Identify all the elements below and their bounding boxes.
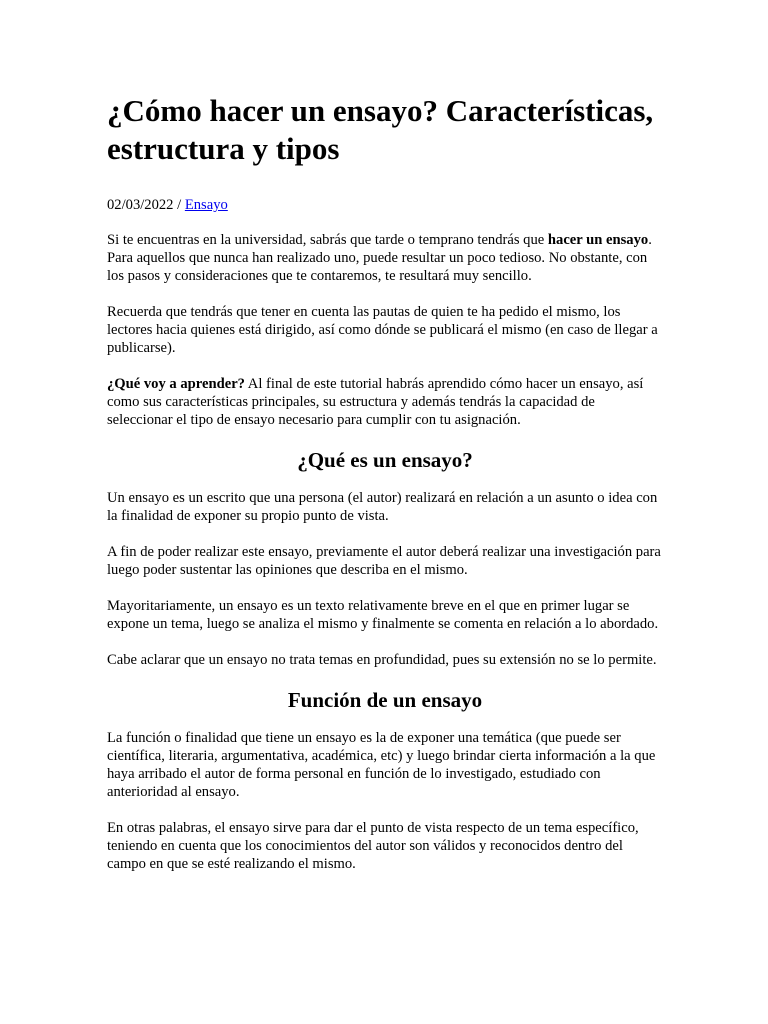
intro-text-continued: . Para aquellos que nunca han realizado uno, puede resultar un poco tedioso. No obstante, con los pasos y consideraciones que te contaremos, te resultará muy sencillo.: [107, 232, 652, 284]
intro-bold-text: hacer un ensayo: [547, 232, 649, 248]
meta-separator: /: [173, 197, 185, 213]
intro-text: Si te encuentras en la universidad, sabrás que tarde o temprano tendrás que: [107, 232, 548, 248]
learning-question: ¿Qué voy a aprender?: [107, 376, 245, 392]
section-heading-funcion: Función de un ensayo: [287, 688, 483, 712]
section-paragraph: Cabe aclarar que un ensayo no trata temas en profundidad, pues su extensión no se lo permite.: [107, 652, 657, 668]
section-paragraph: Mayoritariamente, un ensayo es un texto relativamente breve en el que en primer lugar se expone un tema, luego se analiza el mismo y finalmente se comenta en relación a lo abordado.: [107, 598, 659, 632]
article-title: ¿Cómo hacer un ensayo? Características, estructura y tipos: [107, 93, 654, 166]
article-meta: [107, 196, 663, 214]
intro-paragraph: [107, 231, 663, 285]
article-body: [107, 92, 663, 891]
learning-text: Al final de este tutorial habrás aprendido cómo hacer un ensayo, así como sus características principales, su estructura y además tendrás la capacidad de seleccionar el tipo de ensayo necesario para cumplir con tu asignación.: [107, 376, 644, 428]
section-paragraph: Un ensayo es un escrito que una persona (el autor) realizará en relación a un asunto o idea con la finalidad de exponer su propio punto de vista.: [107, 490, 658, 524]
section-paragraph: En otras palabras, el ensayo sirve para dar el punto de vista respecto de un tema específico, teniendo en cuenta que los conocimientos del autor son válidos y reconocidos dentro del campo en que se esté realizando el mismo.: [107, 820, 639, 872]
section-heading-que-es: ¿Qué es un ensayo?: [297, 448, 473, 472]
guidelines-paragraph: Recuerda que tendrás que tener en cuenta las pautas de quien te ha pedido el mismo, los lectores hacia quienes está dirigido, así como dónde se publicará el mismo (en caso de llegar a publicarse).: [107, 304, 658, 356]
learning-paragraph: [107, 375, 663, 429]
section-paragraph: A fin de poder realizar este ensayo, previamente el autor deberá realizar una investigación para luego poder sustentar las opiniones que describa en el mismo.: [107, 544, 661, 578]
category-link[interactable]: Ensayo: [184, 197, 228, 213]
publish-date: 02/03/2022: [107, 197, 174, 213]
section-paragraph: La función o finalidad que tiene un ensayo es la de exponer una temática (que puede ser científica, literaria, argumentativa, académica, etc) y luego brindar cierta información a la que haya arribado el autor de forma personal en función de lo investigado, estudiado con anterioridad al ensayo.: [107, 730, 656, 800]
